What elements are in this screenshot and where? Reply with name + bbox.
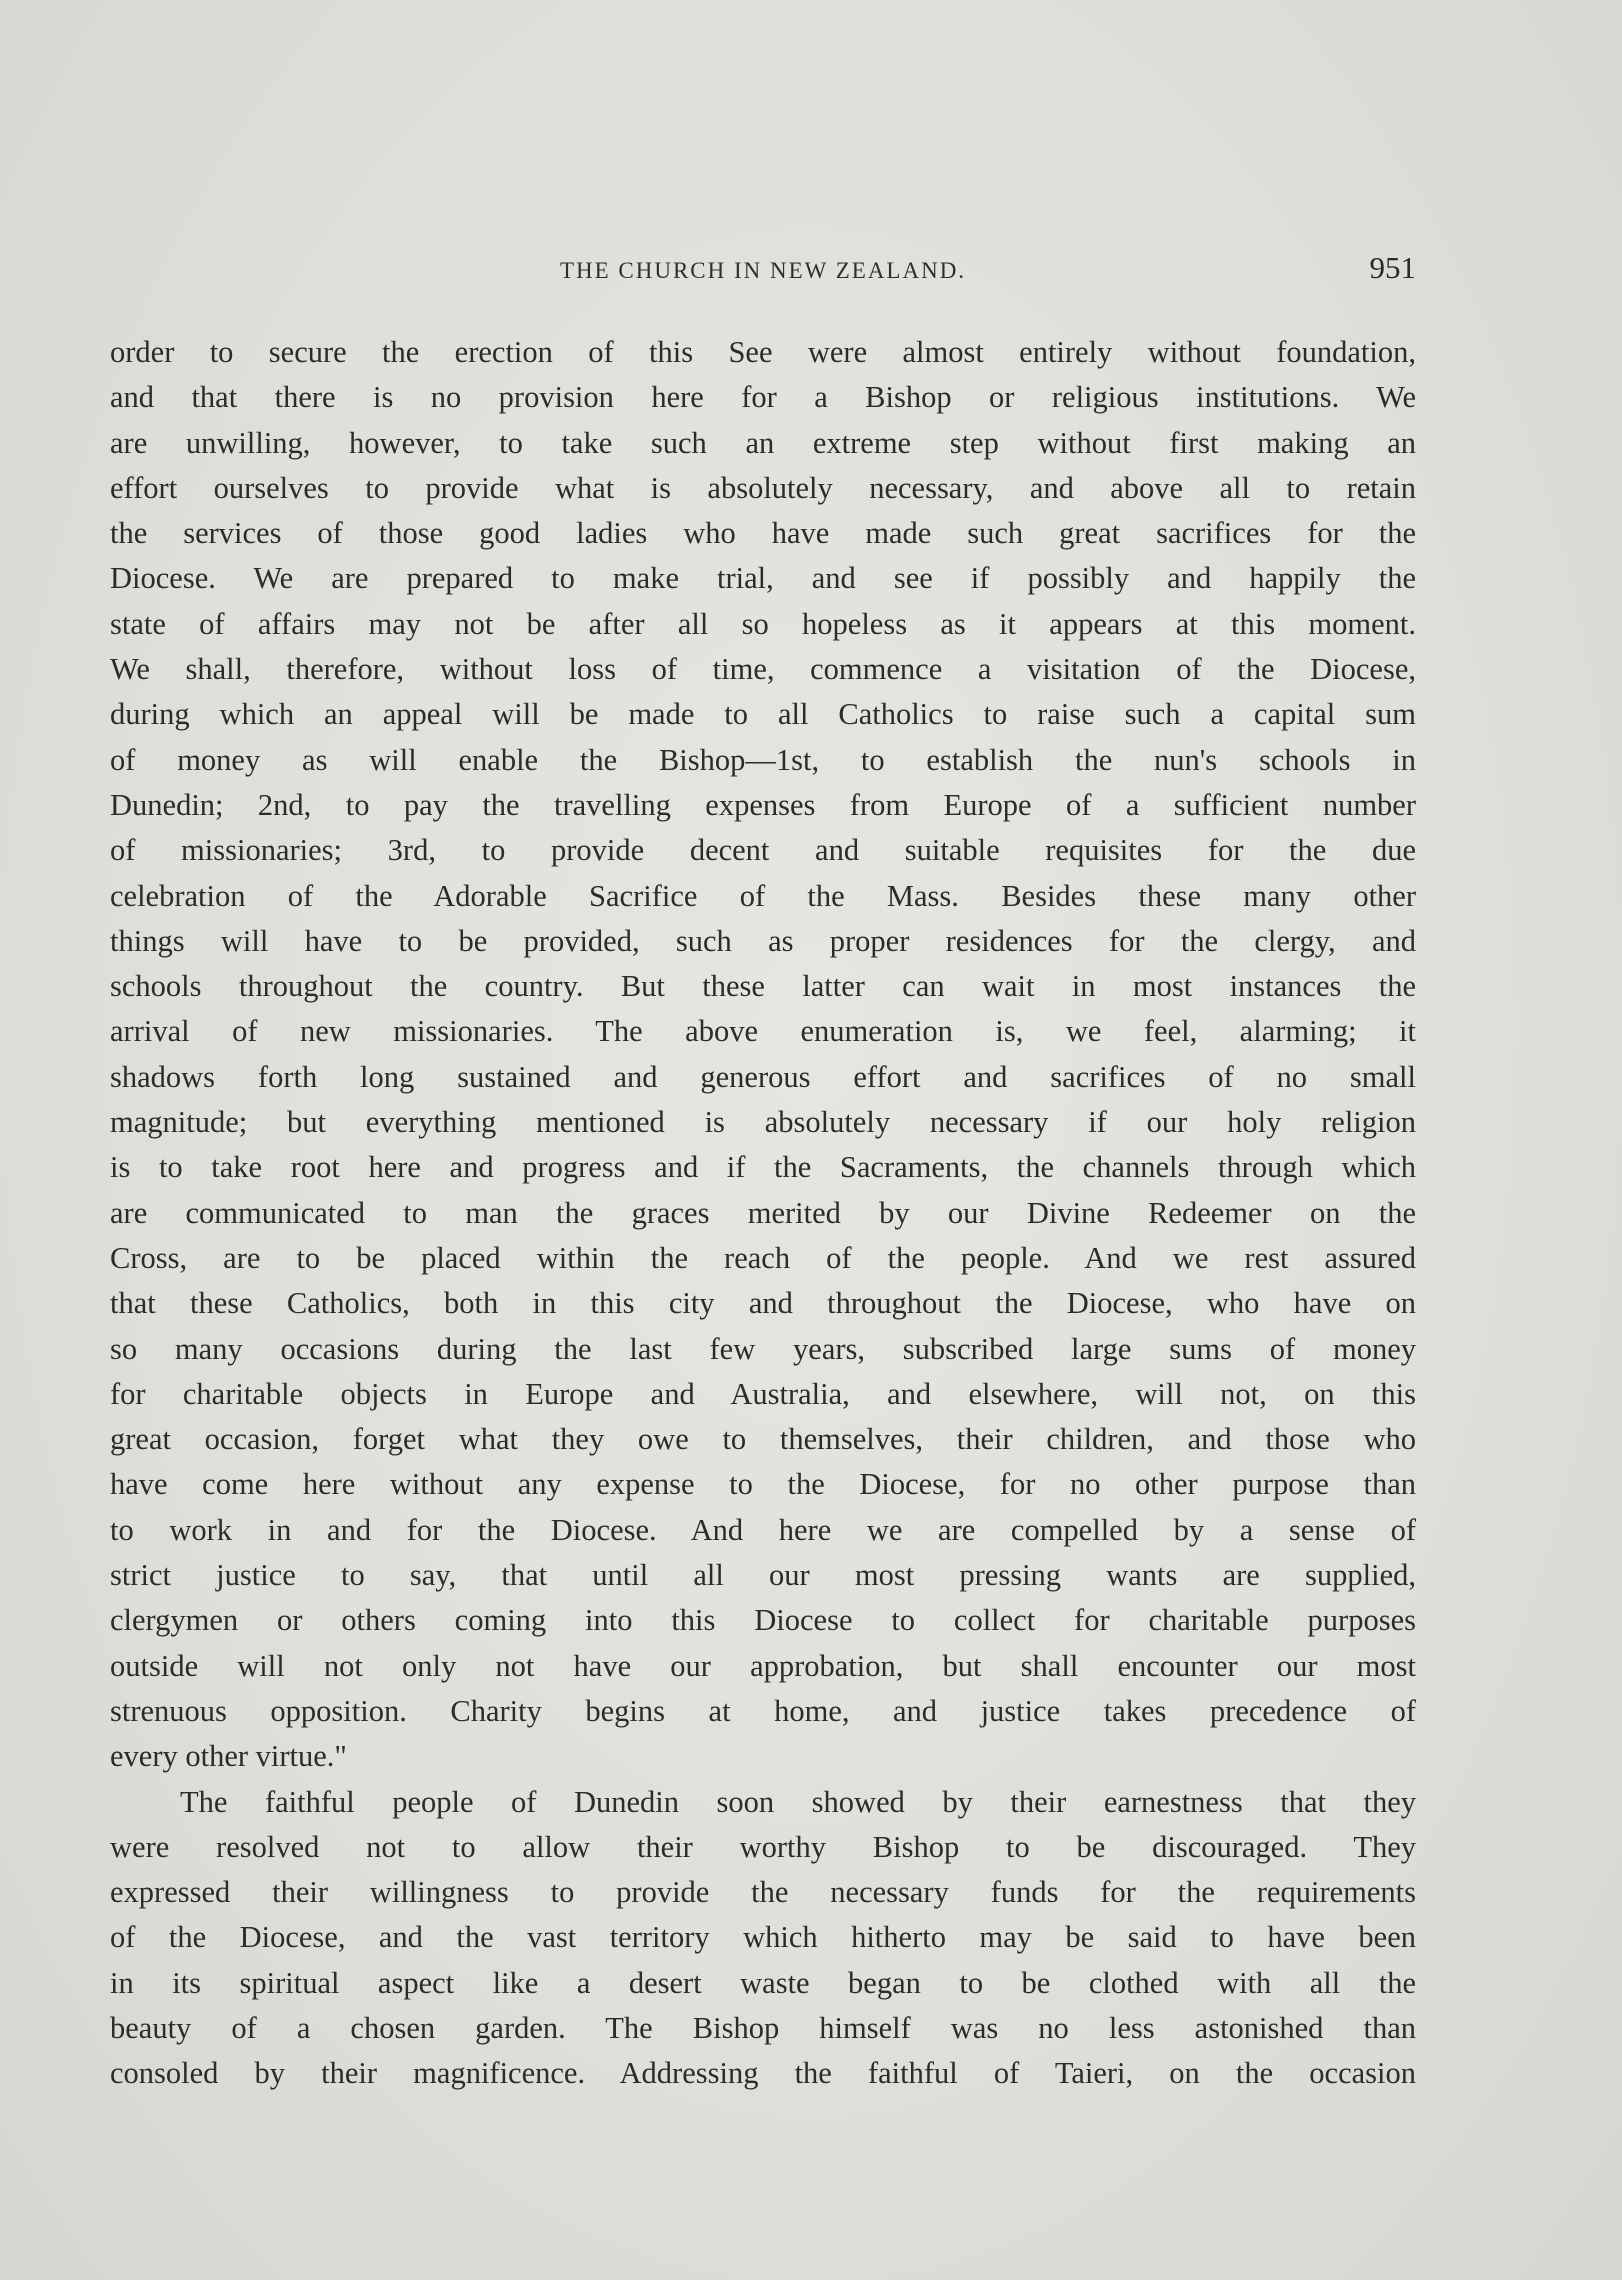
page-header bbox=[110, 250, 1416, 290]
text-line: have come here without any expense to the Diocese, for no other purpose than bbox=[110, 1467, 1416, 1502]
text-line: strenuous opposition. Charity begins at home, and justice takes precedence of bbox=[110, 1693, 1416, 1728]
text-line: consoled by their magnificence. Addressing the faithful of Taieri, on the occasion bbox=[110, 2056, 1416, 2091]
text-line: We shall, therefore, without loss of time, commence a visitation of the Diocese, bbox=[110, 652, 1416, 687]
text-line: were resolved not to allow their worthy Bishop to be discouraged. They bbox=[110, 1829, 1416, 1864]
text-line: Diocese. We are prepared to make trial, and see if possibly and happily the bbox=[110, 561, 1416, 596]
text-line: clergymen or others coming into this Diocese to collect for charitable purposes bbox=[110, 1603, 1416, 1638]
body-text bbox=[110, 330, 1416, 2097]
text-line: celebration of the Adorable Sacrifice of the Mass. Besides these many other bbox=[110, 878, 1416, 913]
text-line: to work in and for the Diocese. And here we are compelled by a sense of bbox=[110, 1512, 1416, 1547]
text-line: the services of those good ladies who have made such great sacrifices for the bbox=[110, 516, 1416, 551]
text-line: outside will not only not have our approbation, but shall encounter our most bbox=[110, 1648, 1416, 1683]
text-line: every other virtue." bbox=[110, 1739, 347, 1774]
text-line: great occasion, forget what they owe to themselves, their children, and those who bbox=[110, 1422, 1416, 1457]
text-line: order to secure the erection of this See were almost entirely without foundation, bbox=[110, 335, 1416, 369]
text-line: during which an appeal will be made to all Catholics to raise such a capital sum bbox=[110, 697, 1416, 732]
text-line: magnitude; but everything mentioned is absolutely necessary if our holy religion bbox=[110, 1105, 1416, 1140]
text-line: so many occasions during the last few years, subscribed large sums of money bbox=[110, 1331, 1416, 1366]
text-line: things will have to be provided, such as proper residences for the clergy, and bbox=[110, 923, 1416, 958]
paragraph-2 bbox=[110, 1780, 1416, 2097]
text-line: expressed their willingness to provide the necessary funds for the requirements bbox=[110, 1875, 1416, 1910]
paragraph-1 bbox=[110, 330, 1416, 1780]
text-line: of money as will enable the Bishop—1st, to establish the nun's schools in bbox=[110, 742, 1416, 777]
text-line: are communicated to man the graces merited by our Divine Redeemer on the bbox=[110, 1195, 1416, 1230]
text-line: beauty of a chosen garden. The Bishop himself was no less astonished than bbox=[110, 2010, 1416, 2045]
text-line: strict justice to say, that until all our most pressing wants are supplied, bbox=[110, 1558, 1416, 1593]
text-line: are unwilling, however, to take such an extreme step without first making an bbox=[110, 425, 1416, 460]
text-line: schools throughout the country. But these latter can wait in most instances the bbox=[110, 969, 1416, 1004]
text-line: state of affairs may not be after all so hopeless as it appears at this moment. bbox=[110, 606, 1416, 641]
running-title: THE CHURCH IN NEW ZEALAND. bbox=[559, 258, 967, 283]
text-line: effort ourselves to provide what is absolutely necessary, and above all to retain bbox=[110, 470, 1416, 505]
page-number: 951 bbox=[1369, 250, 1416, 285]
text-line: of missionaries; 3rd, to provide decent and suitable requisites for the due bbox=[110, 833, 1416, 868]
text-line: Dunedin; 2nd, to pay the travelling expenses from Europe of a sufficient number bbox=[110, 787, 1416, 822]
text-line: The faithful people of Dunedin soon showed by their earnestness that they bbox=[180, 1784, 1416, 1819]
text-line: Cross, are to be placed within the reach of the people. And we rest assured bbox=[110, 1240, 1416, 1275]
text-line: in its spiritual aspect like a desert waste began to be clothed with all the bbox=[110, 1965, 1416, 2000]
text-line: and that there is no provision here for a Bishop or religious institutions. We bbox=[110, 380, 1416, 415]
text-line: is to take root here and progress and if the Sacraments, the channels through which bbox=[110, 1150, 1416, 1185]
text-line: shadows forth long sustained and generous effort and sacrifices of no small bbox=[110, 1059, 1416, 1094]
text-line: of the Diocese, and the vast territory which hitherto may be said to have been bbox=[110, 1920, 1416, 1955]
text-line: that these Catholics, both in this city and throughout the Diocese, who have on bbox=[110, 1286, 1416, 1321]
text-line: for charitable objects in Europe and Australia, and elsewhere, will not, on this bbox=[110, 1376, 1416, 1411]
text-line: arrival of new missionaries. The above enumeration is, we feel, alarming; it bbox=[110, 1014, 1416, 1049]
